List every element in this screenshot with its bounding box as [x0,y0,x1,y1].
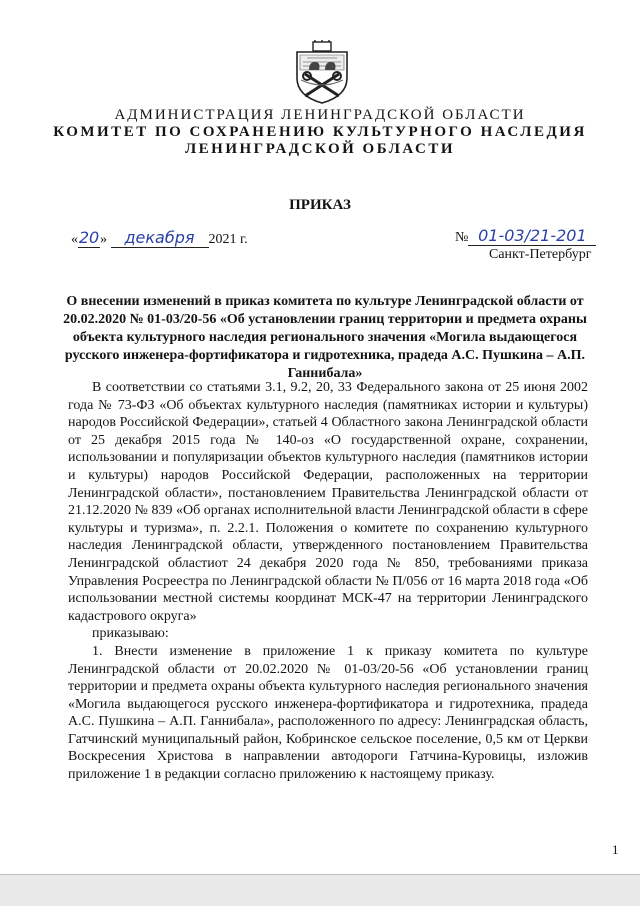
scan-bottom-edge [0,874,640,906]
order-number [455,226,596,246]
date-year: 2021 г. [208,232,248,247]
item-1-paragraph: 1. Внести изменение в приложение 1 к приказу комитета по культуре Ленинградской области от 20.02.2020 № 01-03/20-56 «Об установлении границ территории и предмета охраны объекта культурного наследия регионального значения «Могила выдающегося русского инженера-фортификатора и гидротехника, прадеда А.С. Пушкина – А.П. Ганнибала», расположенного по адресу: Ленинградская область, Гатчинский муниципальный район, Кобринское сельское поселение, 0,5 км от Церкви Воскресения Христова в направлении автодороги Гатчина-Куровицы, изложив приложение 1 в редакции согласно приложению к настоящему приказу. [68,643,588,783]
date-day: 20 [78,228,100,247]
order-date [71,228,248,248]
date-month: декабря [111,228,209,248]
order-body [68,379,588,784]
order-title: О внесении изменений в приказ комитета по культуре Ленинградской области от 20.02.2020 № 01-03/20-56 «Об установлении границ территории и предмета охраны объекта культурного наследия регионального значения «Могила выдающегося русского инженера-фортификатора и гидротехника, прадеда А.С. Пушкина – А.П. Ганнибала» [63,294,587,381]
order-word: приказываю: [92,626,169,642]
preamble-paragraph: В соответствии со статьями 3.1, 9.2, 20, 33 Федерального закона от 25 июня 2002 года № 73-ФЗ «Об объектах культурного наследия (памятниках истории и культуры) народов Российской Федерации», статьей 4 Областного закона Ленинградской области от 25 декабря 2015 года № 140-оз «О государственной охране, сохранении, использовании и популяризации объектов культурного наследия (памятников истории и культуры) народов Российской Федерации, расположенных на территории Ленинградской области», постановлением Правительства Ленинградской области от 21.12.2020 № 839 «Об органах исполнительной власти Ленинградской области в сфере культуры и туризма», п. 2.2.1. Положения о комитете по сохранению культурного наследия Ленинградской области, утвержденного постановлением Правительства Ленинградской областиот 24 декабря 2020 года № 850, требованиями приказа Управления Росреестра по Ленинградской области № П/056 от 16 марта 2018 года «Об использовании местной системы координат МСК-47 на территории Ленинградского кадастрового округа» [68,380,588,624]
coat-of-arms-icon [293,40,351,104]
city: Санкт-Петербург [489,247,592,262]
document-type: ПРИКАЗ [289,197,351,213]
date-open-quote: « [71,232,78,247]
number-value: 01-03/21-201 [468,226,596,246]
header-administration: АДМИНИСТРАЦИЯ ЛЕНИНГРАДСКОЙ ОБЛАСТИ [114,107,526,123]
page-number: 1 [612,842,619,857]
date-close-quote: » [100,232,107,247]
header-committee: КОМИТЕТ ПО СОХРАНЕНИЮ КУЛЬТУРНОГО НАСЛЕДИЯ [53,124,587,140]
number-prefix: № [455,230,469,245]
header-region: ЛЕНИНГРАДСКОЙ ОБЛАСТИ [184,141,456,157]
